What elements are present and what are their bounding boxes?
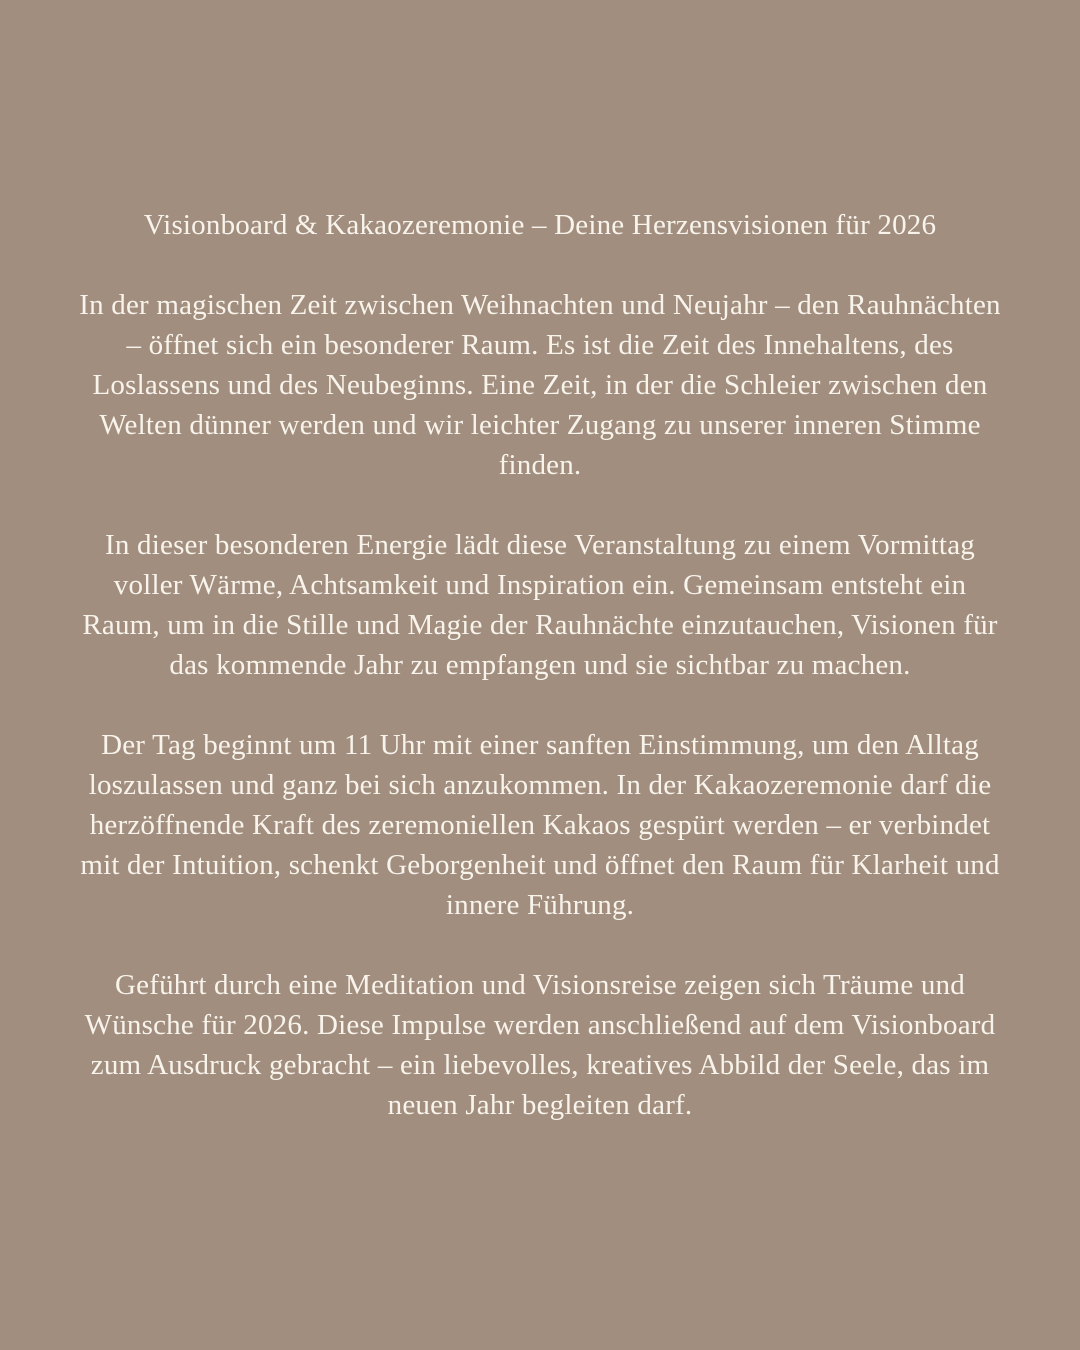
paragraph-meditation-visionboard: Geführt durch eine Meditation und Visionsreise zeigen sich Träume und Wünsche für 2026. Diese Impulse werden anschließend auf dem Visionboard zum Ausdruck gebracht – ein liebevolles, kreatives Abbild der Seele, das im neuen Jahr begleiten darf. (84, 969, 996, 1121)
paragraph-intro-rauhnaechte: In der magischen Zeit zwischen Weihnachten und Neujahr – den Rauhnächten – öffnet sich ein besonderer Raum. Es ist die Zeit des Innehaltens, des Loslassens und des Neubeginns. Eine Zeit, in der die Schleier zwischen den Welten dünner werden und wir leichter Zugang zu unserer inneren Stimme finden. (79, 289, 1001, 481)
post-text-block (78, 205, 1002, 1125)
paragraph-event-invitation: In dieser besonderen Energie lädt diese Veranstaltung zu einem Vormittag voller Wärme, Achtsamkeit und Inspiration ein. Gemeinsam entsteht ein Raum, um in die Stille und Magie der Rauhnächte einzutauchen, Visionen für das kommende Jahr zu empfangen und sie sichtbar zu machen. (82, 529, 998, 681)
paragraph-schedule-kakaozeremonie: Der Tag beginnt um 11 Uhr mit einer sanften Einstimmung, um den Alltag loszulassen und ganz bei sich anzukommen. In der Kakaozeremonie darf die herzöffnende Kraft des zeremoniellen Kakaos gespürt werden – er verbindet mit der Intuition, schenkt Geborgenheit und öffnet den Raum für Klarheit und innere Führung. (80, 729, 1000, 921)
post-title: Visionboard & Kakaozeremonie – Deine Herzensvisionen für 2026 (143, 209, 937, 241)
